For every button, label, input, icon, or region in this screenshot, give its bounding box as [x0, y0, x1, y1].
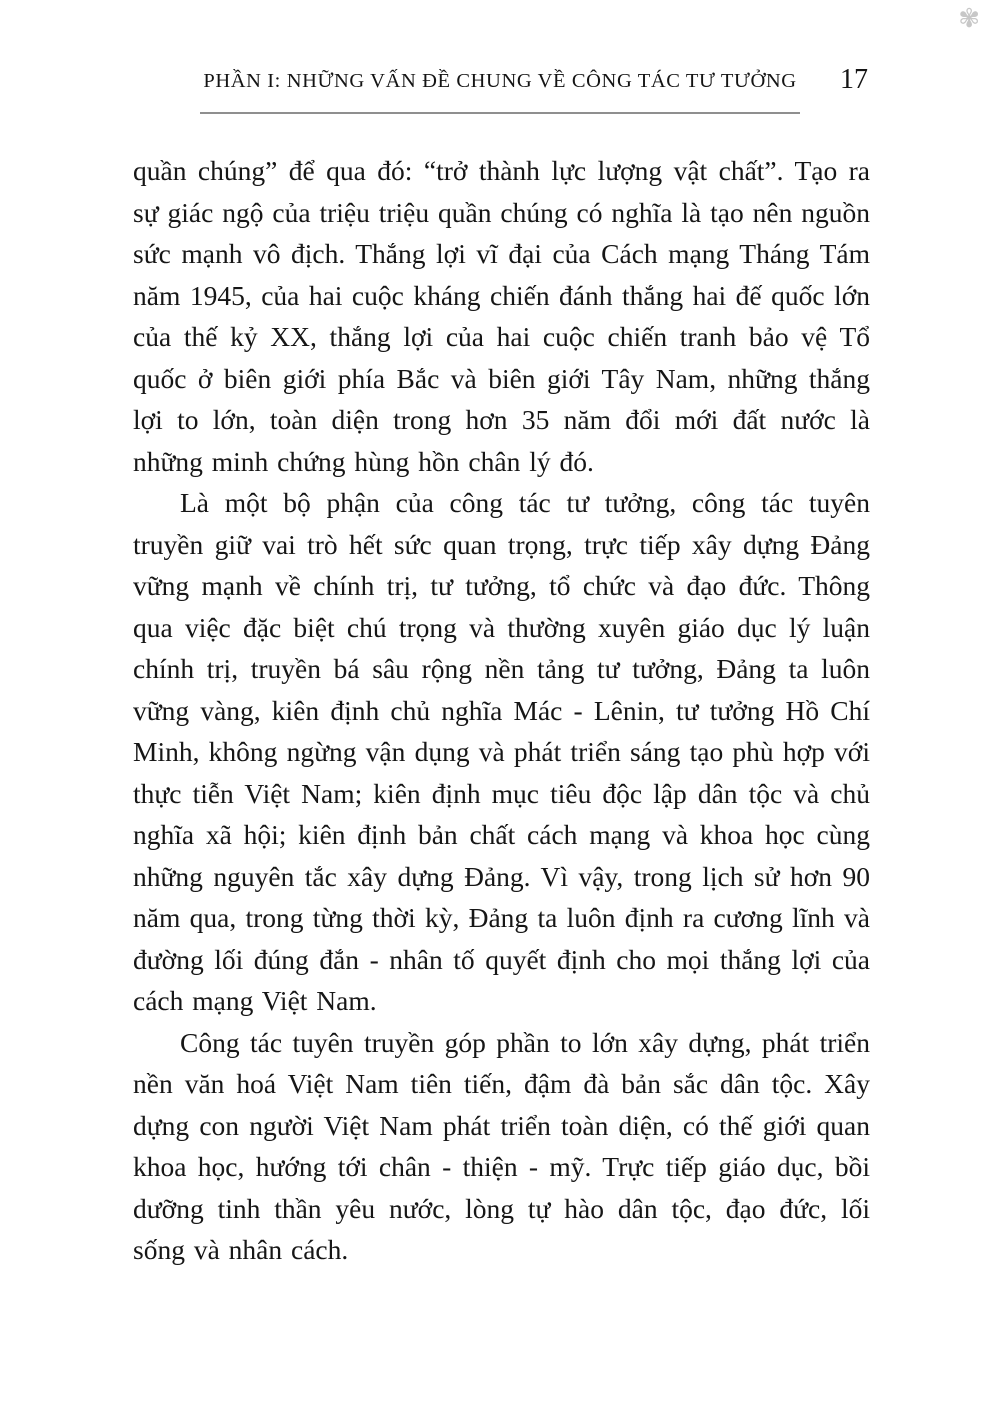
paragraph: quần chúng” để qua đó: “trở thành lực lượng vật chất”. Tạo ra sự giác ngộ của triệu triệu quần chúng có nghĩa là tạo nên nguồn sức mạnh vô địch. Thắng lợi vĩ đại của Cách mạng Tháng Tám năm 1945, của hai cuộc kháng chiến đánh thắng hai đế quốc lớn của thế kỷ XX, thắng lợi của hai cuộc chiến tranh bảo vệ Tổ quốc ở biên giới phía Bắc và biên giới Tây Nam, những thắng lợi to lớn, toàn diện trong hơn 35 năm đổi mới đất nước là những minh chứng hùng hồn chân lý đó.	[133, 155, 870, 477]
page-header	[0, 0, 1000, 114]
page-number: 17	[840, 64, 868, 95]
header-rule	[200, 112, 800, 114]
flower-icon: ✾	[958, 4, 980, 33]
paragraph: Công tác tuyên truyền góp phần to lớn xây dựng, phát triển nền văn hoá Việt Nam tiên tiến, đậm đà bản sắc dân tộc. Xây dựng con người Việt Nam phát triển toàn diện, có thế giới quan khoa học, hướng tới chân - thiện - mỹ. Trực tiếp giáo dục, bồi dưỡng tinh thần yêu nước, lòng tự hào dân tộc, đạo đức, lối sống và nhân cách.	[133, 1026, 870, 1265]
running-head-title: PHẦN I: NHỮNG VẤN ĐỀ CHUNG VỀ CÔNG TÁC TƯ TƯỞNG	[203, 70, 797, 92]
paragraph: Là một bộ phận của công tác tư tưởng, công tác tuyên truyền giữ vai trò hết sức quan trọng, trực tiếp xây dựng Đảng vững mạnh về chính trị, tư tưởng, tổ chức và đạo đức. Thông qua việc đặc biệt chú trọng và thường xuyên giáo dục lý luận chính trị, truyền bá sâu rộng nền tảng tư tưởng, Đảng ta luôn vững vàng, kiên định chủ nghĩa Mác - Lênin, tư tưởng Hồ Chí Minh, không ngừng vận dụng và phát triển sáng tạo phù hợp với thực tiễn Việt Nam; kiên định mục tiêu độc lập dân tộc và chủ nghĩa xã hội; kiên định bản chất cách mạng và khoa học cùng những nguyên tắc xây dựng Đảng. Vì vậy, trong lịch sử hơn 90 năm qua, trong từng thời kỳ, Đảng ta luôn định ra cương lĩnh và đường lối đúng đắn - nhân tố quyết định cho mọi thắng lợi của cách mạng Việt Nam.	[133, 487, 870, 1016]
body-text	[0, 114, 1000, 1271]
